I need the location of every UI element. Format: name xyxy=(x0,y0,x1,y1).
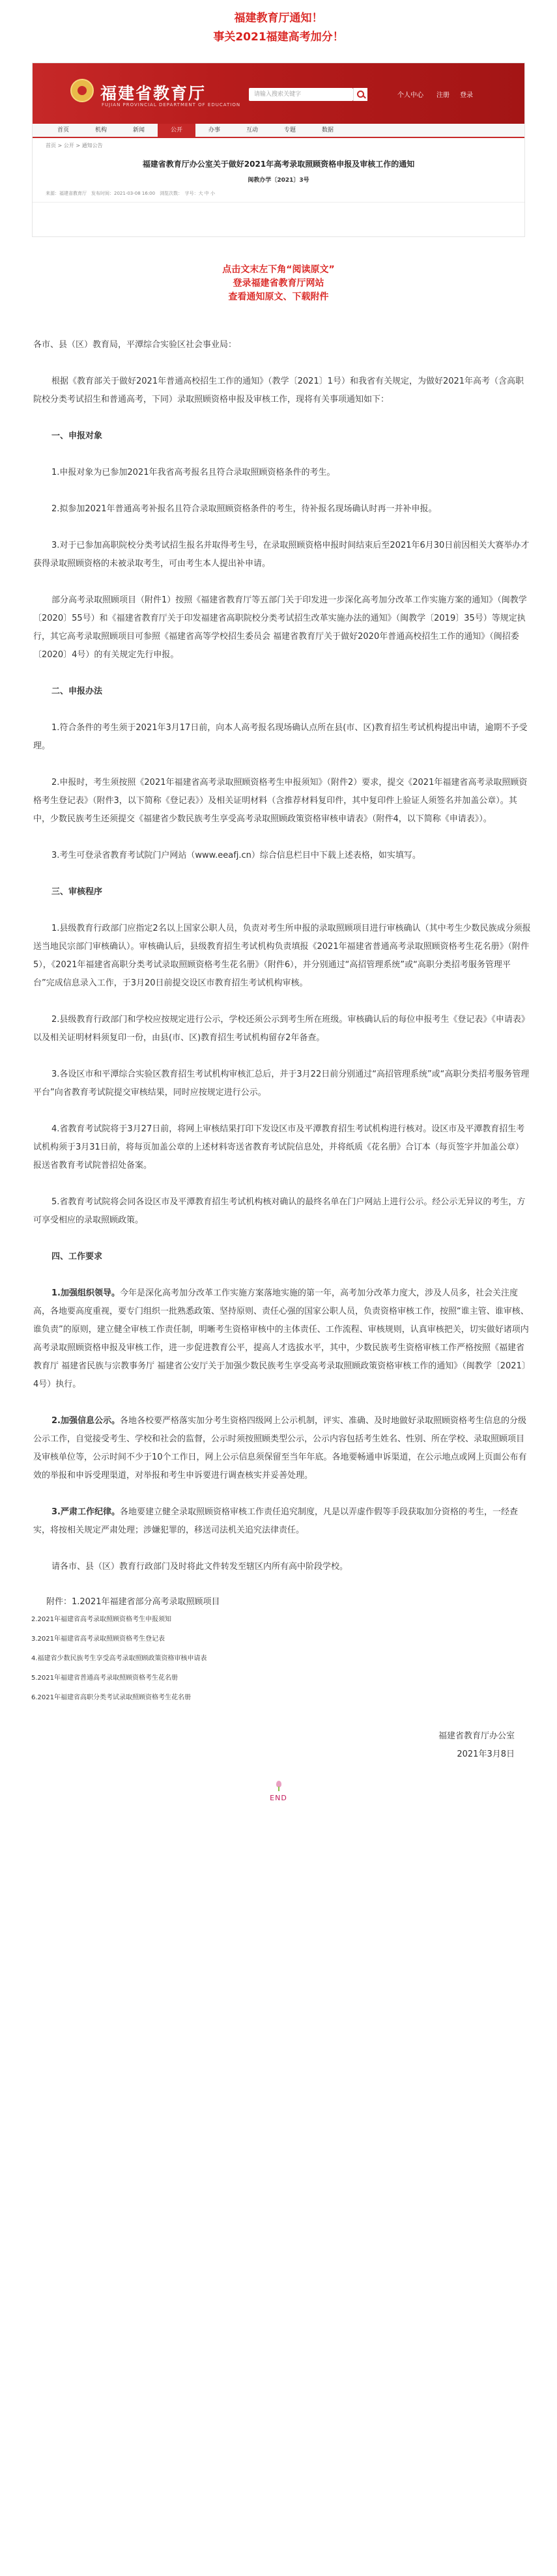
site-name: 福建省教育厅 xyxy=(100,84,207,103)
header-link-login[interactable]: 登录 xyxy=(460,92,473,99)
paragraph: 1.符合条件的考生须于2021年3月17日前，向本人高考报名现场确认点所在县(市、区)教育招生考试机构提出申请，逾期不予受理。 xyxy=(33,723,528,751)
nav-item-service[interactable]: 办事 xyxy=(208,127,220,134)
paragraph: 1.申报对象为已参加2021年我省高考报名且符合录取照顾资格条件的考生。 xyxy=(51,468,336,477)
section-heading-2: 二、申报办法 xyxy=(51,686,103,696)
nav-item-home[interactable]: 首页 xyxy=(57,127,69,134)
nav-item-news[interactable]: 新闻 xyxy=(132,127,145,134)
document-number: 闽教办学〔2021〕3号 xyxy=(248,177,309,184)
headline-line-2: 事关2021福建高考加分！ xyxy=(213,31,344,44)
paragraph: 5.省教育考试院将会同各设区市及平潭教育招生考试机构核对确认的最终名单在门户网站上进行公示。经公示无异议的考生，方可享受相应的录取照顾政策。 xyxy=(33,1197,526,1225)
site-banner xyxy=(33,63,524,124)
nav-item-interact[interactable]: 互动 xyxy=(246,127,258,134)
search-input[interactable]: 请输入搜索关键字 xyxy=(249,88,353,101)
paragraph xyxy=(33,1503,532,1540)
site-subtitle: FUJIAN PROVINCIAL DEPARTMENT OF EDUCATION xyxy=(102,102,241,107)
attachment-item: 4.福建省少数民族考生享受高考录取照顾政策资格审核申请表 xyxy=(31,1655,207,1662)
attachment-item: 5.2021年福建省普通高考录取照顾资格考生花名册 xyxy=(31,1675,178,1682)
nav-item-data[interactable]: 数据 xyxy=(321,127,334,134)
attachment-item: 6.2021年福建省高职分类考试录取照顾资格考生花名册 xyxy=(31,1694,191,1701)
attachment-item: 2.2021年福建省高考录取照顾资格考生申报须知 xyxy=(31,1616,171,1623)
paragraph: 3.对于已参加高职院校分类考试招生报名并取得考生号，在录取照顾资格申报时间结束后至2021年6月30日前因相关大赛举办才获得录取照顾资格的未被录取考生，可由考生本人提出补申请。 xyxy=(33,541,530,569)
notice-line-2: 登录福建省教育厅网站 xyxy=(233,278,324,289)
intro-paragraph: 根据《教育部关于做好2021年普通高校招生工作的通知》（教学〔2021〕1号）和我省有关规定，为做好2021年高考（含高职院校分类考试招生和普通高考，下同）录取照顾资格申报及审核工作，现将有关事项通知如下： xyxy=(33,376,524,404)
document-title: 福建省教育厅办公室关于做好2021年高考录取照顾资格申报及审核工作的通知 xyxy=(142,160,415,169)
paragraph: 1.县级教育行政部门应指定2名以上国家公职人员，负责对考生所申报的录取照顾项目进行审核确认（其中考生少数民族成分须报送当地民宗部门审核确认）。审核确认后，县级教育招生考试机构负责填报《2021年福建省普通高考录取照顾资格考生花名册》（附件5），《2021年福建省高职分类考试录取照顾资格考生花名册》（附件6），并分别通过“高招管理系统”或“高职分类招考服务管理平台”完成信息录入工作，于3月20日前提交设区市教育招生考试机构审核。 xyxy=(33,924,531,988)
notice-line-3: 查看通知原文、下载附件 xyxy=(228,292,329,302)
paragraph-text: 今年是深化高考加分改革工作实施方案落地实施的第一年，高考加分改革力度大，涉及人员多，社会关注度高，各地要高度重视，要专门组织一批熟悉政策、坚持原则、责任心强的国家公职人员，负责资格审核工作，按照“谁主管、谁审核、谁负责”的原则，建立健全审核工作责任制，明晰考生资格审核中的主体责任、工作流程、审核规则，认真审核把关，切实做好诸项内高考录取照顾资格申报及审核工作，进一步促进教育公平，提高人才选拔水平，其中，少数民族考生资格审核工作严格按照《福建省教育厅 福建省民族与宗教事务厅 福建省公安厅关于加强少数民族考生享受高考录取照顾政策资格审核工作的通知》（闽教学〔2021〕4号）执行。 xyxy=(33,1288,530,1389)
header-link-user-center[interactable]: 个人中心 xyxy=(397,92,423,99)
headline-line-1: 福建教育厅通知！ xyxy=(234,12,323,25)
flower-icon xyxy=(275,1781,283,1791)
section-heading-1: 一、申报对象 xyxy=(51,431,103,441)
paragraph-lead: 2.加强信息公示。 xyxy=(51,1416,120,1426)
attachment-list xyxy=(31,1594,557,1708)
paragraph-text: 各地要建立健全录取照顾资格审核工作责任追究制度，凡是以弄虚作假等手段获取加分资格的考生，一经查实，将按相关规定严肃处理；涉嫌犯罪的，移送司法机关追究法律责任。 xyxy=(33,1507,518,1535)
website-screenshot xyxy=(32,63,525,237)
article-headline xyxy=(0,0,557,47)
attachment-item: 3.2021年福建省高考录取照顾资格考生登记表 xyxy=(31,1635,165,1643)
paragraph-lead: 3.严肃工作纪律。 xyxy=(51,1507,120,1517)
paragraph: 2.拟参加2021年普通高考补报名且符合录取照顾资格条件的考生，待补报名现场确认时再一并补申报。 xyxy=(51,504,437,514)
nav-item-org[interactable]: 机构 xyxy=(94,127,107,134)
paragraph: 3.考生可登录省教育考试院门户网站（www.eeafj.cn）综合信息栏目中下载上述表格，如实填写。 xyxy=(51,851,421,860)
header-link-register[interactable]: 注册 xyxy=(436,92,450,99)
end-mark: END xyxy=(270,1794,287,1802)
paragraph: 3.各设区市和平潭综合实验区教育招生考试机构审核汇总后，并于3月22日前分别通过“高招管理系统”或“高职分类招考服务管理平台”向省教育考试院提交审核结果，同时应按规定进行公示。 xyxy=(33,1069,530,1097)
notice-line-1: 点击文末左下角“阅读原文” xyxy=(222,264,335,275)
read-original-notice xyxy=(0,263,557,304)
paragraph-lead: 1.加强组织领导。 xyxy=(51,1288,120,1298)
nav-item-topic[interactable]: 专题 xyxy=(283,127,296,134)
signature-org: 福建省教育厅办公室 xyxy=(438,1731,515,1741)
emblem-icon xyxy=(70,79,94,102)
search-icon[interactable] xyxy=(353,88,367,101)
paragraph xyxy=(33,1284,532,1394)
article-body xyxy=(0,336,557,1576)
paragraph: 部分高考录取照顾项目（附件1）按照《福建省教育厅等五部门关于印发进一步深化高考加分改革工作实施方案的通知》（闽教学〔2020〕55号）和《福建省教育厅关于印发福建省高职院校分类考试招生改革实施办法的通知》（闽教学〔2019〕35号）等规定执行，其它高考录取照顾项目可参照《福建省高等学校招生委员会 福建省教育厅关于做好2020年普通高校招生工作的通知》（闽招委〔2020〕4号）的有关规定先行申报。 xyxy=(33,595,527,660)
document-meta: 来源：福建省教育厅 发布时间：2021-03-08 16:00 浏览次数： 字号：大 中 小 xyxy=(33,184,524,203)
section-heading-3: 三、审核程序 xyxy=(51,887,103,897)
salutation: 各市、县（区）教育局，平潭综合实验区社会事业局： xyxy=(33,340,237,350)
signature xyxy=(0,1727,557,1764)
nav-item-public[interactable]: 公开 xyxy=(158,124,195,137)
paragraph: 4.省教育考试院将于3月27日前，将网上审核结果打印下发设区市及平潭教育招生考试机构进行核对。设区市及平潭教育招生考试机构须于3月31日前，将每页加盖公章的上述材料寄送省教育考试院信息处，并将纸质《花名册》合订本（每页签字并加盖公章）报送省教育考试院普招处备案。 xyxy=(33,1124,525,1170)
paragraph-text: 各地各校要严格落实加分考生资格四级网上公示机制，评实、准确、及时地做好录取照顾资格考生信息的分级公示工作，自觉接受考生、学校和社会的监督，公示时须按照顾类型公示，公示内容包括考生姓名、性别、所在学校、录取照顾项目及审核单位等，公示时间不少于10个工作日，网上公示信息须保留至当年年底。各地要畅通申诉渠道，在公示地点或网上页面公布有效的举报和申诉受理渠道，对举报和考生申诉要进行调查核实并妥善处理。 xyxy=(33,1416,527,1480)
paragraph: 2.县级教育行政部门和学校应按规定进行公示，学校还须公示到考生所在班级。审核确认后的每位申报考生《登记表》《申请表》以及相关证明材料须复印一份，由县(市、区)教育招生考试机构留存2年备查。 xyxy=(33,1015,530,1043)
signature-date: 2021年3月8日 xyxy=(457,1749,515,1759)
site-nav xyxy=(33,124,524,138)
attachment-label: 附件：1.2021年福建省部分高考录取照顾项目 xyxy=(46,1597,220,1607)
section-heading-4: 四、工作要求 xyxy=(51,1252,103,1262)
breadcrumb: 首页 > 公开 > 通知公告 xyxy=(46,143,103,149)
paragraph: 2.申报时，考生须按照《2021年福建省高考录取照顾资格考生申报须知》（附件2）要求，提交《2021年福建省高考录取照顾资格考生登记表》（附件3，以下简称《登记表》）及相关证明材料（含推荐材料复印件，其中复印件上验证人须签名并加盖公章）。其中，少数民族考生还须提交《福建省少数民族考生享受高考录取照顾政策资格审核申请表》（附件4，以下简称《申请表》）。 xyxy=(33,778,528,824)
paragraph xyxy=(33,1412,532,1485)
closing-paragraph: 请各市、县（区）教育行政部门及时将此文件转发至辖区内所有高中阶段学校。 xyxy=(51,1562,349,1572)
